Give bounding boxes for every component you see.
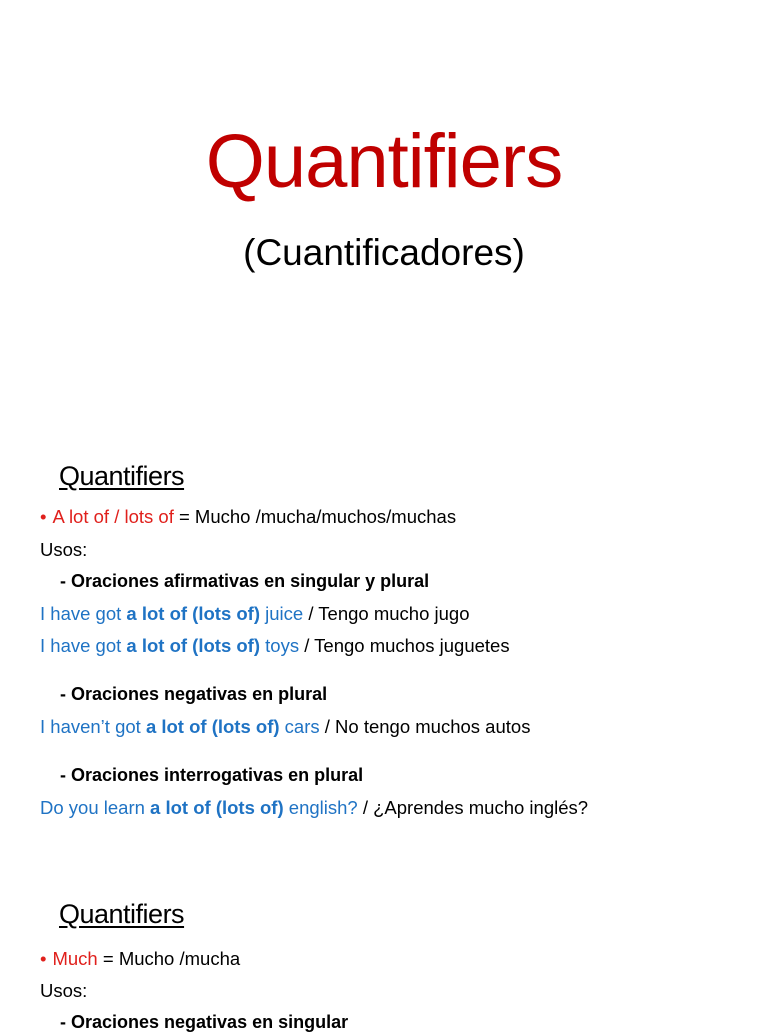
section2-bullet [40, 948, 240, 970]
page-title: Quantifiers [205, 119, 563, 204]
term: A lot of / lots of [52, 506, 174, 527]
example-quantifier: a lot of (lots of) [126, 603, 260, 624]
example-3 [40, 716, 530, 738]
bullet-icon: • [40, 506, 47, 527]
example-start: I haven’t got [40, 716, 146, 737]
example-start: I have got [40, 635, 127, 656]
section2-heading: Quantifiers [59, 899, 185, 929]
term: Much [52, 948, 98, 969]
page-subtitle: (Cuantificadores) [243, 232, 525, 273]
example-1 [40, 603, 469, 625]
example-translation: / ¿Aprendes mucho inglés? [357, 797, 589, 818]
negative-singular-heading: - Oraciones negativas en singular [60, 1012, 349, 1032]
example-translation: / Tengo mucho jugo [303, 603, 470, 624]
usos-label: Usos: [40, 980, 88, 1001]
section1-bullet [40, 506, 456, 528]
example-quantifier: a lot of (lots of) [126, 635, 260, 656]
example-start: Do you learn [40, 797, 151, 818]
usos-label: Usos: [40, 539, 88, 560]
example-4 [40, 797, 588, 819]
section1-heading: Quantifiers [59, 461, 185, 491]
affirmative-heading: - Oraciones afirmativas en singular y plural [60, 571, 430, 591]
example-end: english? [283, 797, 358, 818]
bullet-icon: • [40, 948, 47, 969]
example-quantifier: a lot of (lots of) [150, 797, 284, 818]
example-start: I have got [40, 603, 127, 624]
example-end: cars [279, 716, 320, 737]
example-translation: / No tengo muchos autos [319, 716, 531, 737]
definition: = Mucho /mucha/muchos/muchas [173, 506, 457, 527]
example-translation: / Tengo muchos juguetes [299, 635, 510, 656]
definition: = Mucho /mucha [97, 948, 241, 969]
example-end: juice [260, 603, 304, 624]
example-2 [40, 635, 510, 657]
interrogative-heading: - Oraciones interrogativas en plural [60, 765, 364, 785]
negative-heading: - Oraciones negativas en plural [60, 684, 328, 704]
example-end: toys [260, 635, 300, 656]
example-quantifier: a lot of (lots of) [145, 716, 280, 737]
